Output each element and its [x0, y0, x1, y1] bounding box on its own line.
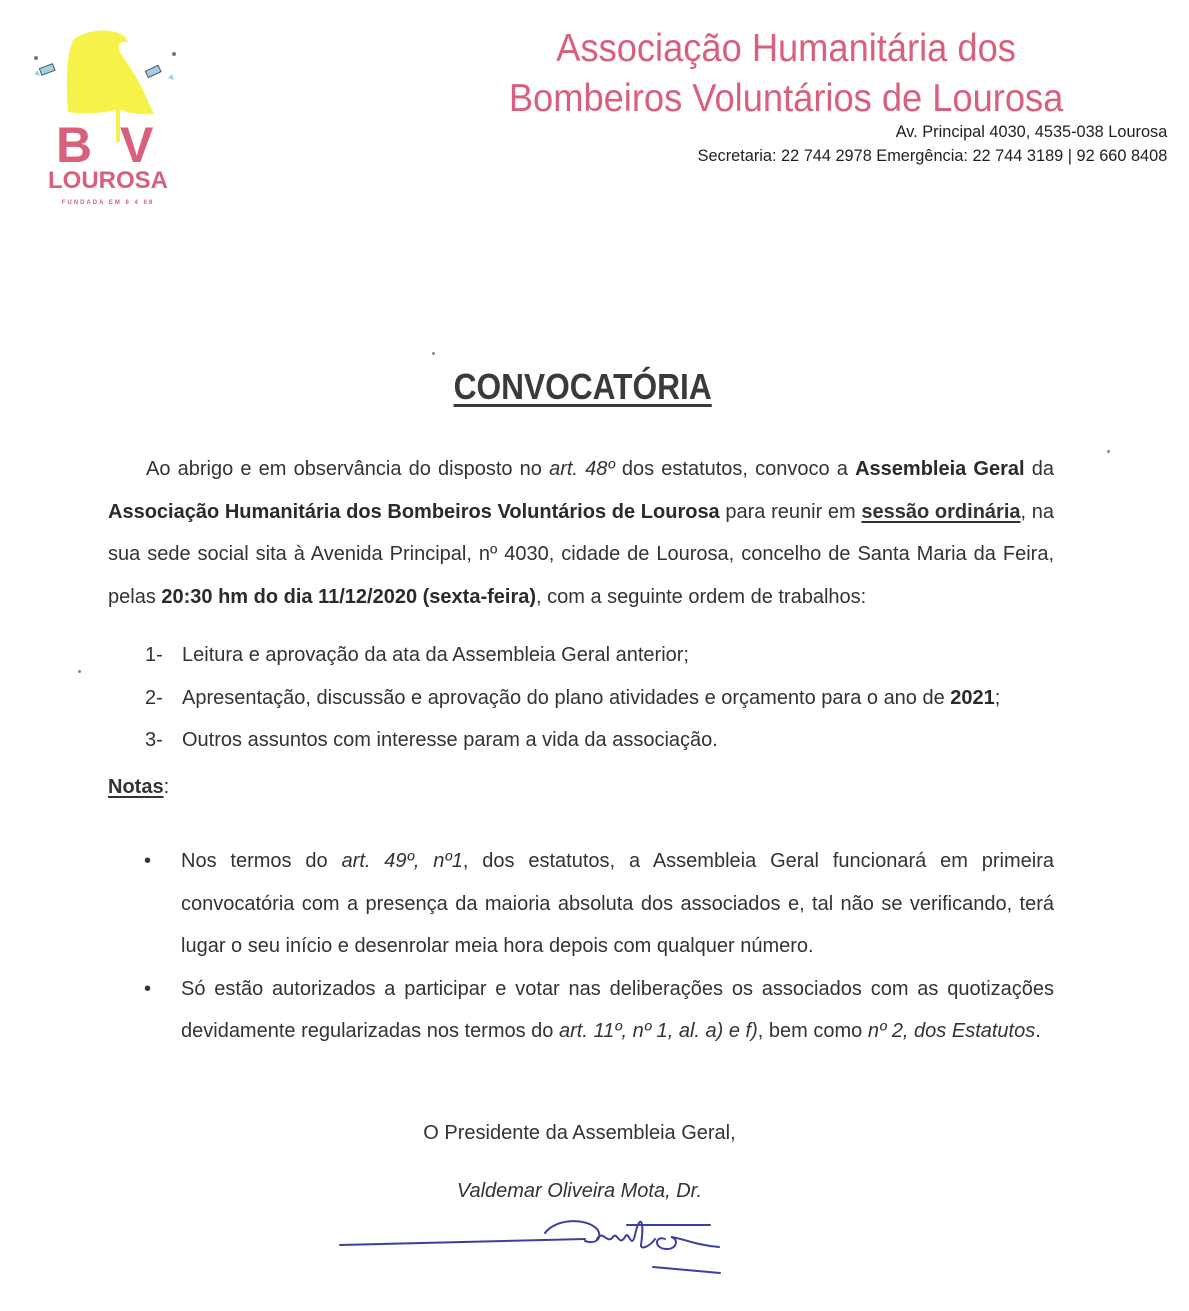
logo-founded: FUNDADA EM 8 4 68	[61, 200, 155, 206]
assembly-name: Assembleia Geral	[855, 458, 1025, 480]
intro-text: , com a seguinte ordem de trabalhos:	[536, 585, 867, 608]
logo-name: LOUROSA	[48, 167, 168, 194]
intro-text: dos estatutos, convoco a	[614, 458, 856, 480]
notes-label: Notas	[108, 776, 164, 798]
agenda-item-text: Apresentação, discussão e aprovação do plano atividades e orçamento para o ano de	[182, 686, 951, 709]
logo-initial-b: B	[56, 117, 93, 173]
agenda-item-number: 2-	[145, 686, 163, 709]
phone-numbers: Secretaria: 22 744 2978 Emergência: 22 744 3189 | 92 660 8408	[697, 146, 1167, 165]
closing-title: O Presidente da Assembleia Geral,	[423, 1122, 736, 1144]
note-text: Só estão autorizados a participar e votar nas deliberações os associados com as quotizações devidamente regularizadas nos termos do	[181, 977, 1054, 1042]
article-reference: art. 49º, nº1	[341, 850, 463, 872]
signer-name: Valdemar Oliveira Mota, Dr.	[456, 1180, 703, 1202]
agenda-item-end: ;	[994, 686, 1001, 709]
intro-text: Ao abrigo e em observância do disposto no	[146, 458, 550, 480]
agenda-item	[145, 677, 1000, 720]
notes-heading	[108, 776, 169, 799]
intro-text: , na sua sede social sita à Avenida Principal, nº 4030, cidade de Lourosa, concelho de Santa Maria da Feira, pelas	[108, 500, 1055, 608]
note-text: , bem como	[757, 1020, 868, 1042]
agenda-item	[145, 719, 1000, 762]
association-name: Associação Humanitária dos Bombeiros Voluntários de Lourosa	[108, 500, 720, 523]
note-item	[140, 968, 1054, 1053]
notes-list	[140, 840, 1054, 1053]
article-reference: nº 2, dos Estatutos	[867, 1020, 1036, 1042]
agenda-item	[145, 634, 1000, 677]
agenda-item-number: 3-	[145, 729, 163, 751]
article-reference: art. 11º, nº 1, al. a) e f)	[559, 1020, 758, 1042]
agenda-item-number: 1-	[145, 644, 163, 666]
document-title-wrap	[0, 366, 1165, 408]
organization-name-line2: Bombeiros Voluntários de Lourosa	[508, 77, 1064, 120]
agenda-list	[145, 634, 1000, 762]
organization-name	[488, 24, 1084, 124]
bullet-icon: •	[144, 850, 152, 872]
agenda-item-text: Outros assuntos com interesse param a vida da associação.	[182, 729, 718, 751]
note-text: , dos estatutos, a Assembleia Geral funcionará em primeira convocatória com a presença da maioria absoluta dos associados e, tal não se verificando, terá lugar o seu início e desenrolar meia hora depois com qualquer número.	[181, 850, 1055, 957]
note-text: .	[1035, 1020, 1041, 1042]
address: Av. Principal 4030, 4535-038 Lourosa	[895, 122, 1167, 141]
agenda-item-text: Leitura e aprovação da ata da Assembleia Geral anterior;	[182, 644, 689, 666]
signature	[335, 1205, 755, 1295]
notes-colon: :	[163, 776, 170, 798]
intro-text: da	[1024, 458, 1054, 480]
intro-paragraph	[108, 448, 1054, 618]
logo-initial-v: V	[120, 117, 154, 173]
organization-name-line1: Associação Humanitária dos	[556, 27, 1016, 70]
session-type: sessão ordinária	[861, 500, 1021, 523]
meeting-datetime: 20:30 hm do dia 11/12/2020 (sexta-feira)	[161, 585, 537, 608]
contact-block	[678, 120, 1167, 168]
firefighter-helmet-icon	[28, 22, 188, 212]
organization-logo	[28, 22, 188, 212]
bullet-icon: •	[144, 977, 152, 1000]
document-title: CONVOCATÓRIA	[453, 366, 712, 407]
note-item	[140, 840, 1054, 968]
note-text: Nos termos do	[181, 850, 342, 872]
intro-text: para reunir em	[719, 500, 862, 523]
agenda-year: 2021	[950, 686, 995, 709]
article-reference: art. 48º	[549, 458, 615, 480]
handwritten-signature	[335, 1205, 755, 1295]
